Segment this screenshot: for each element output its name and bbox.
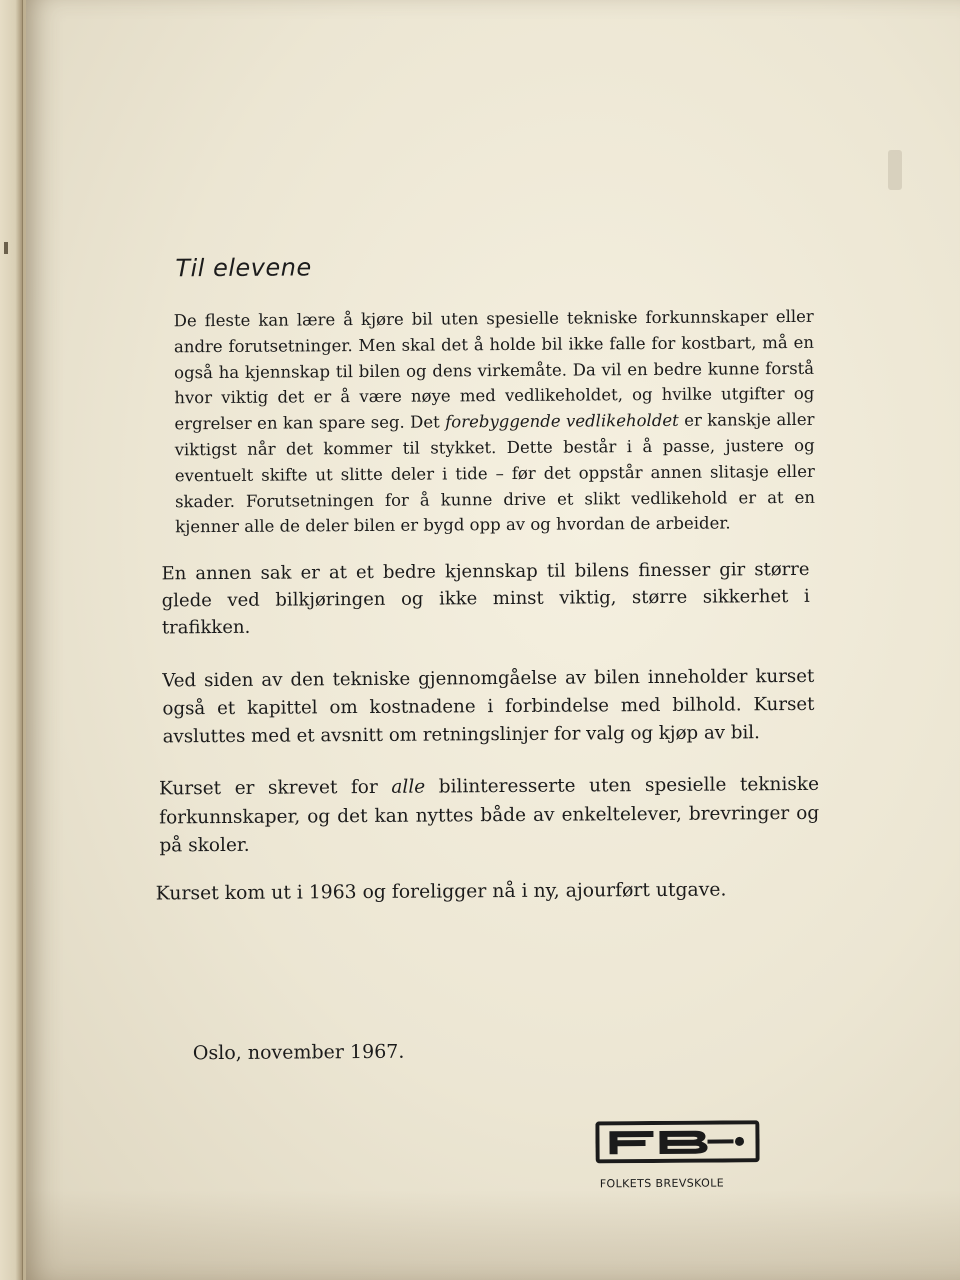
paragraph-3-text: Ved siden av den tekniske gjennomgåelse av bilen inneholder kurset også et kapittel om kostnadene i forbindelse med bilhold. Kurset avsluttes med et avsnitt om retningslinjer for valg og kjøp av bil.	[162, 666, 815, 748]
publisher-name: FOLKETS BREVSKOLE	[599, 1176, 725, 1191]
paragraph-1-text-b: er kanskje aller viktigst når det kommer til stykket. Dette består i å passe, justere og eventuelt skifte ut slitte deler i tide – før det oppstår annen slitasje eller skader. Forutsetningen for å kunne drive et slikt vedlikehold er at en kjenner alle de deler bilen er bygd opp av og hvordan de arbeider.	[174, 410, 816, 537]
logo-dot	[735, 1137, 744, 1146]
folkets-brevskole-logo	[595, 1120, 759, 1163]
paragraph-4-text-b: bilinteresserte uten spesielle tekniske forkunnskaper, og det kan nyttes både av enkeltelever, brevringer og på skoler.	[159, 773, 820, 857]
paragraph-4-text-a: Kurset er skrevet for	[158, 776, 392, 800]
logo-letter-f	[609, 1131, 653, 1154]
paragraph-5	[156, 874, 828, 908]
paragraph-5-text: Kurset kom ut i 1963 og foreligger nå i ny, ajourført utgave.	[155, 879, 727, 905]
paragraph-1	[174, 304, 816, 541]
signature-place-date: Oslo, november 1967.	[192, 1040, 405, 1065]
paragraph-1-emphasis: forebyggende vedlikeholdet	[445, 410, 679, 432]
logo-bar	[707, 1139, 733, 1143]
page-title: Til elevene	[175, 253, 312, 283]
paragraph-3	[162, 663, 815, 752]
paragraph-4-emphasis: alle	[391, 776, 426, 798]
paragraph-1-text-a: De fleste kan lære å kjøre bil uten spesielle tekniske forkunnskaper eller andre forutsetninger. Men skal det å holde bil ikke falle for kostbart, må en også ha kjennskap til bilen og dens virkemåte. Da vil en bedre kunne forstå hvor viktig det er å være nøye med vedlikeholdet, og hvilke utgifter og ergrelser en kan spare seg. Det	[173, 306, 815, 434]
paragraph-2	[161, 556, 810, 642]
logo-letter-b	[659, 1131, 707, 1154]
paragraph-2-text: En annen sak er at et bedre kjennskap til bilens finesser gir større glede ved bilkjøringen og ikke minst viktig, større sikkerhet i trafikken.	[161, 559, 810, 639]
previous-page-edge	[0, 0, 23, 1280]
book-page	[26, 0, 960, 1280]
page-content	[22, 0, 960, 1280]
page-edge-mark	[4, 242, 8, 254]
paragraph-4	[159, 771, 820, 861]
body-text	[155, 304, 820, 926]
